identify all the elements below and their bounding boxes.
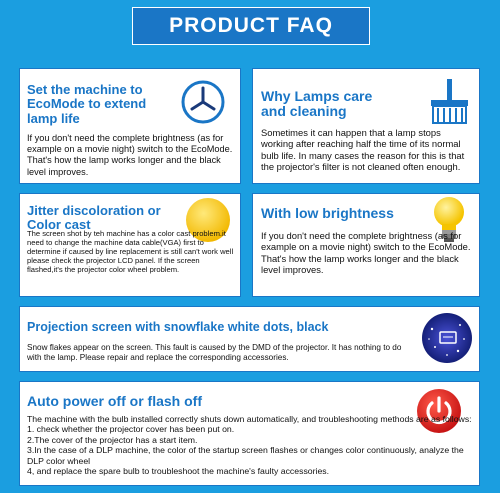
brush-icon: [423, 75, 475, 127]
card-text: Sometimes it can happen that a lamp stops working after reaching half the time of its normal bulb life. In many cases the reason for this is that the projector's filter is not cleaned often enough.: [261, 127, 465, 173]
card-text: The screen shot by teh machine has a color cast problem.it need to change the machine data cable(VGA) first to determine if caused by line replacement is still can't work well please check the projector LCD panel. If the screen flashed,it's the projector color wheel problem.: [27, 229, 234, 274]
faq-card-auto-power-off: [19, 381, 480, 486]
card-title: Auto power off or flash off: [27, 393, 202, 409]
card-text: If you don't need the complete brightness (as for example on a movie night) switch to the EcoMode. That's how the lamp works longer and the black level improves.: [27, 133, 233, 177]
card-title: Why Lamps care and cleaning: [261, 88, 373, 120]
faq-card-lamp-cleaning: [252, 68, 480, 184]
card-text: Snow flakes appear on the screen. This fault is caused by the DMD of the projector. It has nothing to do with the lamp. Please repair and replace the corresponding accessories.: [27, 343, 402, 362]
clock-icon: [180, 79, 226, 125]
card-text: The machine with the bulb installed correctly shuts down automatically, and troubleshooting methods are as follows: 1. check whether the projector cover has been put on. 2.The cover of the projector has a start item. 3.In the case of a DLP machine, the color of the startup screen flashes or changes color continuously, analyze the DLP color wheel 4, and replace the spare bulb to troubleshoot the machine's faulty accessories.: [27, 414, 472, 477]
faq-card-color-cast: [19, 193, 241, 297]
faq-card-snowflake: [19, 306, 480, 372]
snowflake-screen-icon: [420, 311, 474, 365]
faq-card-ecomode: [19, 68, 241, 184]
card-title: Jitter discoloration or Color cast: [27, 203, 161, 233]
card-title: Set the machine to EcoMode to extend lamp life: [27, 82, 147, 126]
card-text: If you don't need the complete brightness (as for example on a movie night) switch to the EcoMode. That's how the lamp works longer and the black level improves.: [261, 230, 471, 276]
page-title: PRODUCT FAQ: [132, 7, 370, 45]
faq-card-low-brightness: [252, 193, 480, 297]
card-title: With low brightness: [261, 205, 394, 221]
card-title: Projection screen with snowflake white dots, black: [27, 320, 329, 334]
